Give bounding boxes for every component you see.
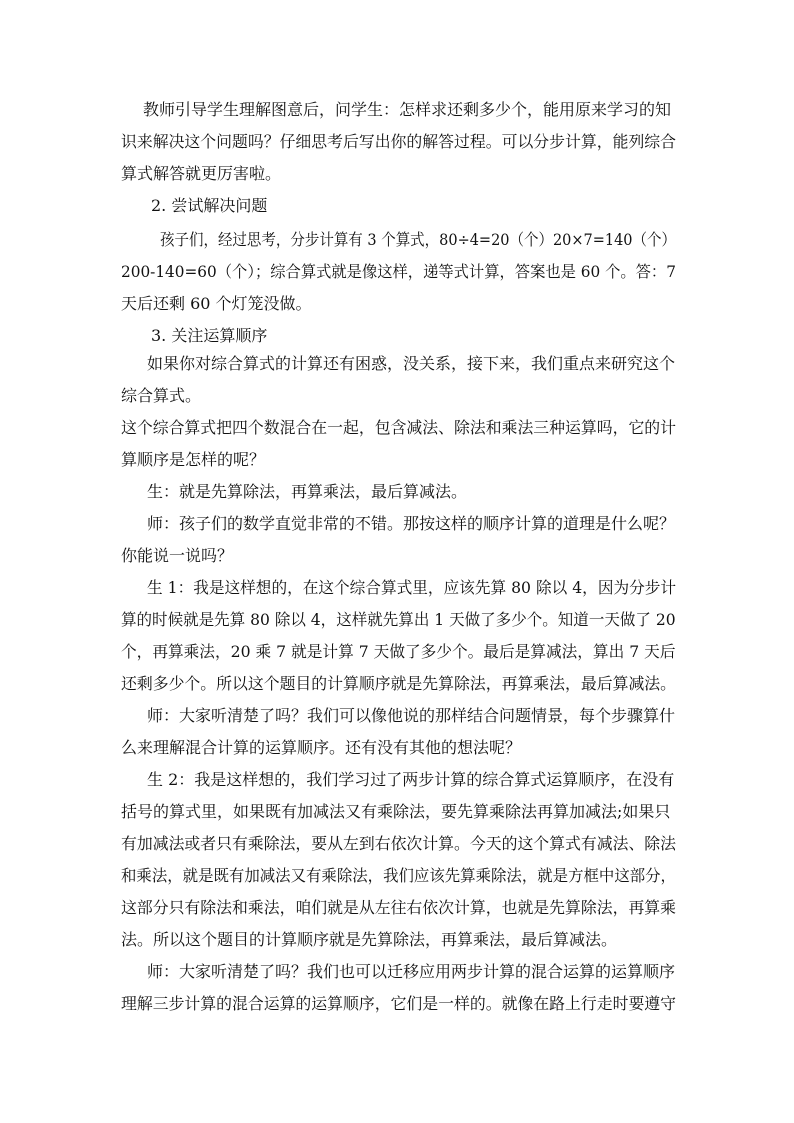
text-line: 师：孩子们的数学直觉非常的不错。那按这样的顺序计算的道理是什么呢？ <box>147 514 676 533</box>
text-line: 教师引导学生理解图意后，问学生：怎样求还剩多少个，能用原来学习的知 <box>143 100 672 119</box>
text-line: 生 1：我是这样想的，在这个综合算式里，应该先算 80 除以 4，因为分步计 <box>147 578 677 597</box>
text-line: 师：大家听清楚了吗？我们可以像他说的那样结合问题情景，每个步骤算什 <box>147 706 676 725</box>
text-line: 你能说一说吗？ <box>121 546 234 565</box>
text-line: 生 2：我是这样想的，我们学习过了两步计算的综合算式运算顺序，在没有 <box>147 770 675 789</box>
text-line: 师：大家听清楚了吗？我们也可以迁移应用两步计算的混合运算的运算顺序 <box>147 962 676 981</box>
text-line: 天后还剩 60 个灯笼没做。 <box>121 294 312 313</box>
text-line: 算的时候就是先算 80 除以 4，这样就先算出 1 天做了多少个。知道一天做了 20 <box>121 610 676 629</box>
text-line: 识来解决这个问题吗？仔细思考后写出你的解答过程。可以分步计算，能列综合 <box>121 132 677 151</box>
text-line: 有加减法或者只有乘除法，要从左到右依次计算。今天的这个算式有减法、除法 <box>121 834 677 853</box>
text-line: 法。所以这个题目的计算顺序就是先算除法，再算乘法，最后算减法。 <box>121 930 618 949</box>
text-line: 括号的算式里，如果既有加减法又有乘除法，要先算乘除法再算加减法;如果只 <box>121 802 671 821</box>
text-line: 个，再算乘法，20 乘 7 就是计算 7 天做了多少个。最后是算减法，算出 7 天后 <box>121 642 676 661</box>
text-line: 这个综合算式把四个数混合在一起，包含减法、除法和乘法三种运算吗，它的计 <box>121 418 677 437</box>
text-line: 生：就是先算除法，再算乘法，最后算减法。 <box>147 482 468 501</box>
text-line: 这部分只有除法和乘法，咱们就是从左往右依次计算，也就是先算除法，再算乘 <box>121 898 677 917</box>
section-heading: 2. 尝试解决问题 <box>151 196 268 215</box>
text-line: 孩子们，经过思考，分步计算有 3 个算式，80÷4=20（个）20×7=140（个） <box>160 230 676 249</box>
text-line: 么来理解混合计算的运算顺序。还有没有其他的想法呢？ <box>121 738 522 757</box>
text-line: 200-140=60（个）；综合算式就是像这样，递等式计算，答案也是 60 个。答：7 <box>121 262 676 281</box>
text-line: 还剩多少个。所以这个题目的计算顺序就是先算除法，再算乘法，最后算减法。 <box>121 674 677 693</box>
text-line: 综合算式。 <box>121 386 202 405</box>
text-line: 如果你对综合算式的计算还有困惑，没关系，接下来，我们重点来研究这个 <box>147 354 676 373</box>
text-line: 算顺序是怎样的呢？ <box>121 450 266 469</box>
text-line: 算式解答就更厉害啦。 <box>121 164 282 183</box>
text-line: 理解三步计算的混合运算的运算顺序，它们是一样的。就像在路上行走时要遵守 <box>121 994 677 1013</box>
text-line: 和乘法，就是既有加减法又有乘除法，我们应该先算乘除法，就是方框中这部分， <box>121 866 676 885</box>
section-heading: 3. 关注运算顺序 <box>151 326 268 345</box>
